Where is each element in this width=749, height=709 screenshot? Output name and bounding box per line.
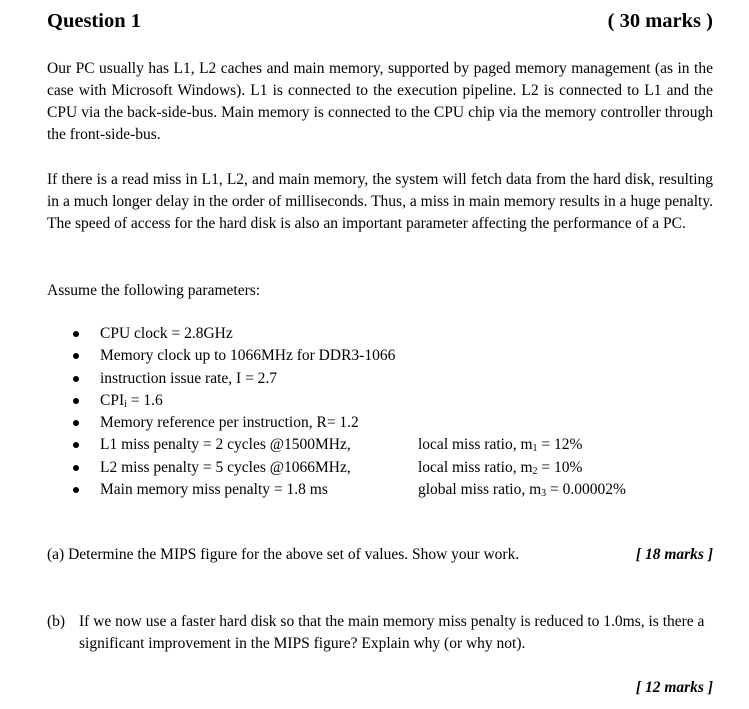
param-text: $CPI_i = 1.6$ [100, 391, 163, 410]
param-note: local miss ratio, $m_1 = 12\%$ [418, 436, 583, 455]
part-b-label: (b) [47, 613, 66, 630]
param-text: L1 miss penalty = 2 cycles @1500MHz, [100, 436, 351, 454]
part-a-question: (a) Determine the MIPS figure for the above set of values. Show your work. [47, 546, 520, 563]
param-text: CPU clock = 2.8GHz [100, 325, 233, 342]
question-marks: ( 30 marks ) [607, 10, 713, 32]
assume-paragraph: Assume the following parameters: [47, 282, 261, 299]
param-text: Memory reference per instruction, R= 1.2 [100, 414, 359, 432]
question-title: Question 1 [47, 10, 141, 32]
part-b-text: If we now use a faster hard disk so that the main memory miss penalty is reduced to 1.0ms, is there a significant improvement in the MIPS figure? Explain why (or why not). [79, 613, 705, 652]
param-text: Memory clock up to 1066MHz for DDR3-1066 [100, 347, 396, 365]
part-b-question [47, 611, 719, 655]
part-a-marks: [ 18 marks ] [635, 546, 713, 563]
param-text: instruction issue rate, I = 2.7 [100, 369, 278, 387]
part-b-marks: [ 12 marks ] [635, 679, 713, 696]
param-note: local miss ratio, $m_2 = 10\%$ [418, 458, 583, 477]
param-text: Main memory miss penalty = 1.8 ms [100, 481, 328, 499]
intro-paragraph: Our PC usually has L1, L2 caches and main memory, supported by paged memory management (as in the case with Microsoft Windows). L1 is connected to the execution pipeline. L2 is connected to L1 and the CPU via the back-side-bus. Main memory is connected to the CPU chip via the memory controller through the front-side-bus. [47, 60, 713, 143]
read-miss-paragraph: If there is a read miss in L1, L2, and main memory, the system will fetch data from the hard disk, resulting in a much longer delay in the order of milliseconds. Thus, a miss in main memory results in a huge penalty. The speed of access for the hard disk is also an important parameter affecting the performance of a PC. [47, 171, 713, 232]
param-note: global miss ratio, $m_3 = 0.00002\%$ [418, 481, 626, 500]
param-text: L2 miss penalty = 5 cycles @1066MHz, [100, 458, 351, 476]
